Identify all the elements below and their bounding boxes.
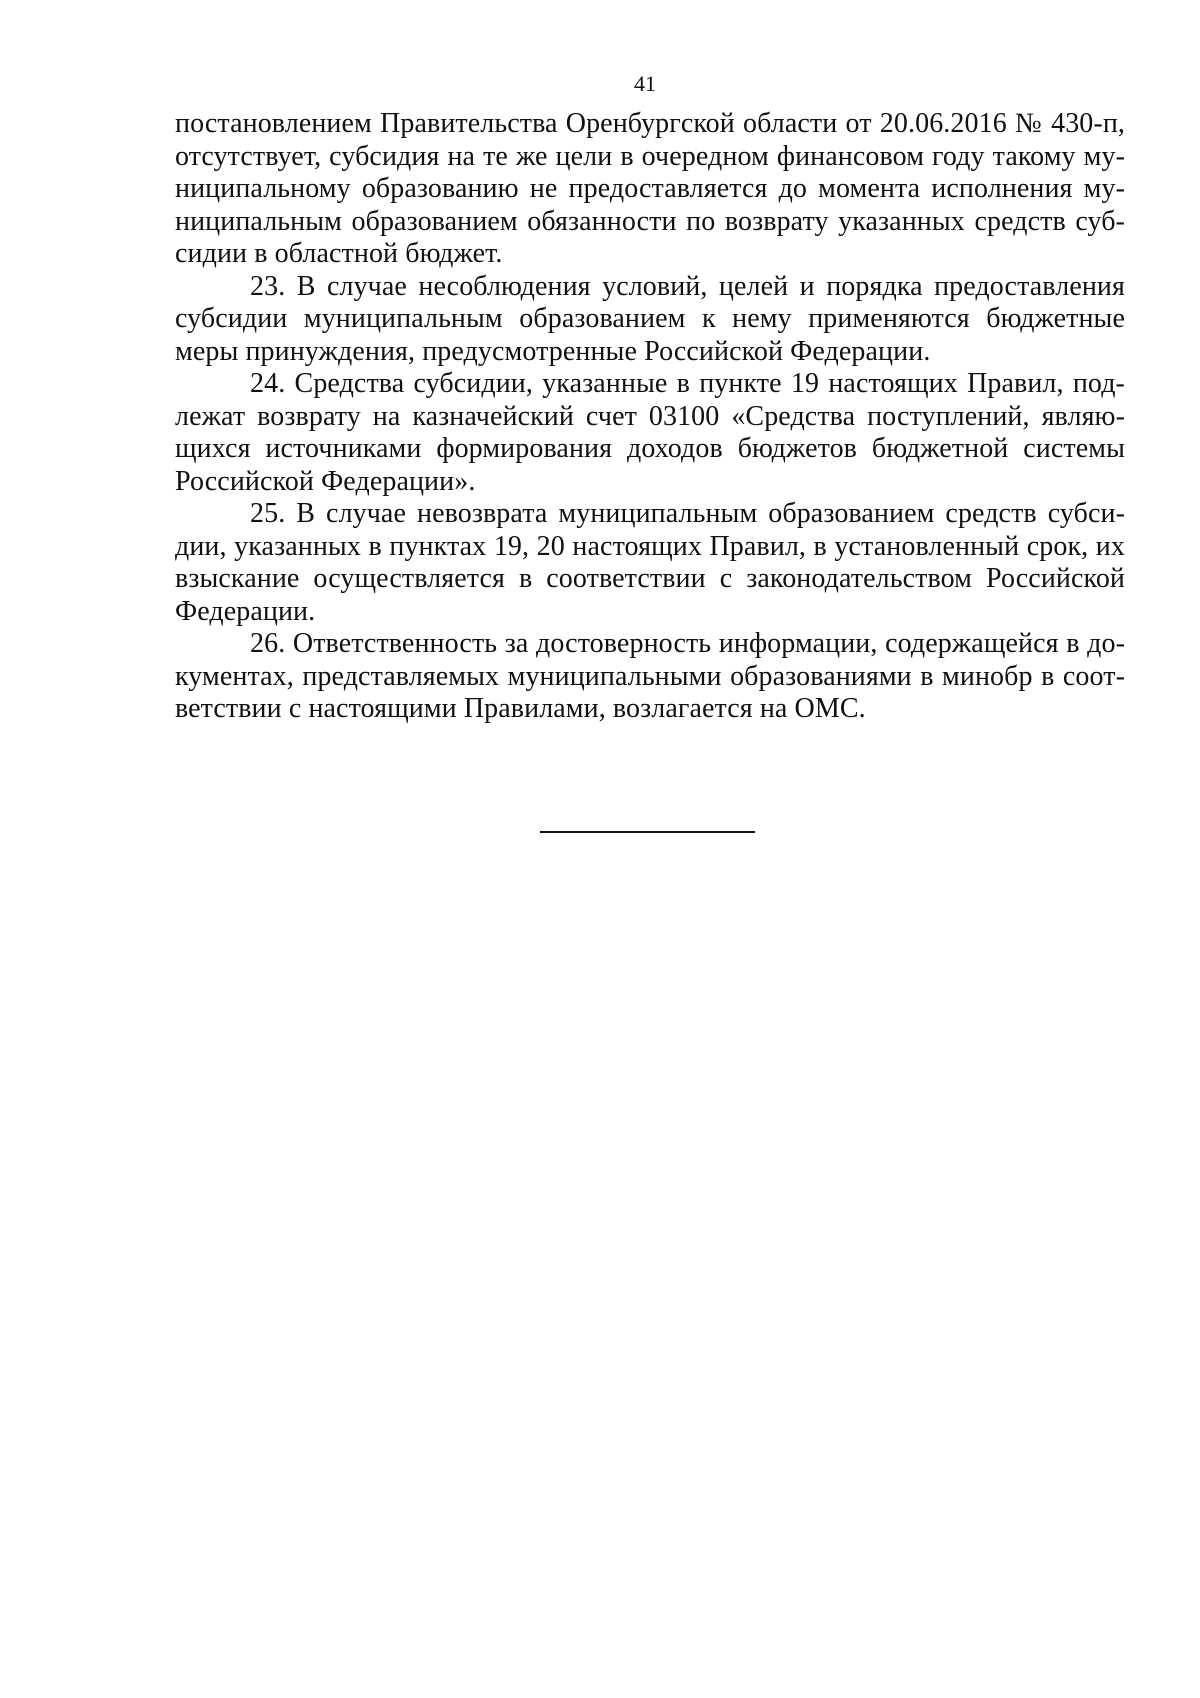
clause-23-line: 23. В случае несоблюдения условий, целей и порядка предоставления xyxy=(250,270,1125,302)
text-line: кументах, представляемых муниципальными образованиями в минобр в соот- xyxy=(175,660,1125,692)
text-line: ветствии с настоящими Правилами, возлагается на ОМС. xyxy=(175,693,866,724)
text-line: дии, указанных в пунктах 19, 20 настоящих Правил, в установленный срок, их xyxy=(175,530,1125,562)
text-line: взыскание осуществляется в соответствии с законодательством Российской xyxy=(175,563,1125,594)
text-line: ниципальным образованием обязанности по возврату указанных средств суб- xyxy=(175,205,1125,237)
text-line: отсутствует, субсидия на те же цели в очередном финансовом году такому му- xyxy=(175,140,1125,172)
page-number: 41 xyxy=(634,71,656,96)
text-line: ниципальному образованию не предоставляется до момента исполнения му- xyxy=(175,173,1125,204)
end-of-document-rule xyxy=(540,831,755,833)
text-line: Российской Федерации». xyxy=(175,465,476,497)
clause-25-line: 25. В случае невозврата муниципальным образованием средств субси- xyxy=(250,498,1125,529)
text-line: меры принуждения, предусмотренные Российской Федерации. xyxy=(175,335,931,367)
text-line: лежат возврату на казначейский счет 03100 «Средства поступлений, являю- xyxy=(175,400,1125,432)
text-line: Федерации. xyxy=(175,595,316,627)
text-line: щихся источниками формирования доходов бюджетов бюджетной системы xyxy=(175,433,1125,464)
text-line: постановлением Правительства Оренбургской области от 20.06.2016 № 430-п, xyxy=(175,108,1125,139)
clause-24-line: 24. Средства субсидии, указанные в пункте 19 настоящих Правил, под- xyxy=(250,368,1125,399)
text-line: сидии в областной бюджет. xyxy=(175,238,503,269)
clause-26-line: 26. Ответственность за достоверность информации, содержащейся в до- xyxy=(250,628,1125,659)
document-body xyxy=(175,108,1125,726)
text-line: субсидии муниципальным образованием к нему применяются бюджетные xyxy=(175,303,1125,334)
